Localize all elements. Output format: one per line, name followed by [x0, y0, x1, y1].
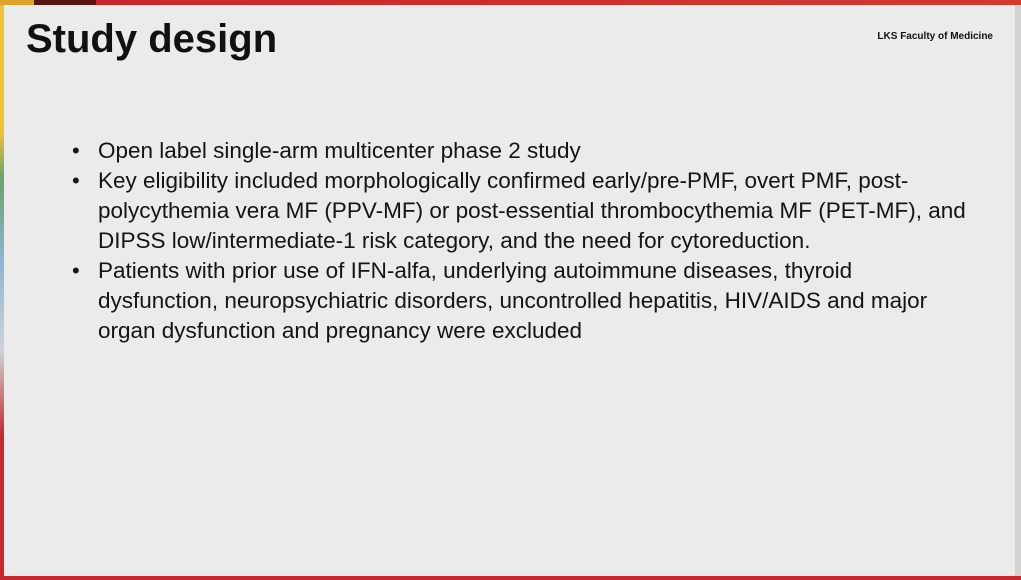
- bullet-list: [70, 136, 970, 346]
- bullet-text: Open label single-arm multicenter phase 2 study: [98, 138, 581, 163]
- bullet-dot-icon: •: [72, 138, 80, 163]
- bullet-text: Key eligibility included morphologically confirmed early/pre-PMF, overt PMF, post-polycythemia vera MF (PPV-MF) or post-essential thrombocythemia MF (PET-MF), and DIPSS low/intermediate-1 risk category, and the need for cytoreduction.: [98, 168, 966, 253]
- slide: [4, 5, 1015, 576]
- bullet-item-study-type: [70, 136, 970, 166]
- bullet-dot-icon: •: [72, 168, 80, 193]
- bullet-text: Patients with prior use of IFN-alfa, underlying autoimmune diseases, thyroid dysfunction, neuropsychiatric disorders, uncontrolled hepatitis, HIV/AIDS and major organ dysfunction and pregnancy were excluded: [98, 258, 928, 343]
- bullet-item-exclusions: [70, 256, 970, 346]
- faculty-label: LKS Faculty of Medicine: [877, 31, 993, 42]
- frame-right-edge: [1015, 5, 1021, 580]
- frame-bottom-edge: [0, 576, 1021, 580]
- bullet-dot-icon: •: [72, 258, 80, 283]
- bullet-item-eligibility: [70, 166, 970, 256]
- slide-title: Study design: [26, 17, 278, 61]
